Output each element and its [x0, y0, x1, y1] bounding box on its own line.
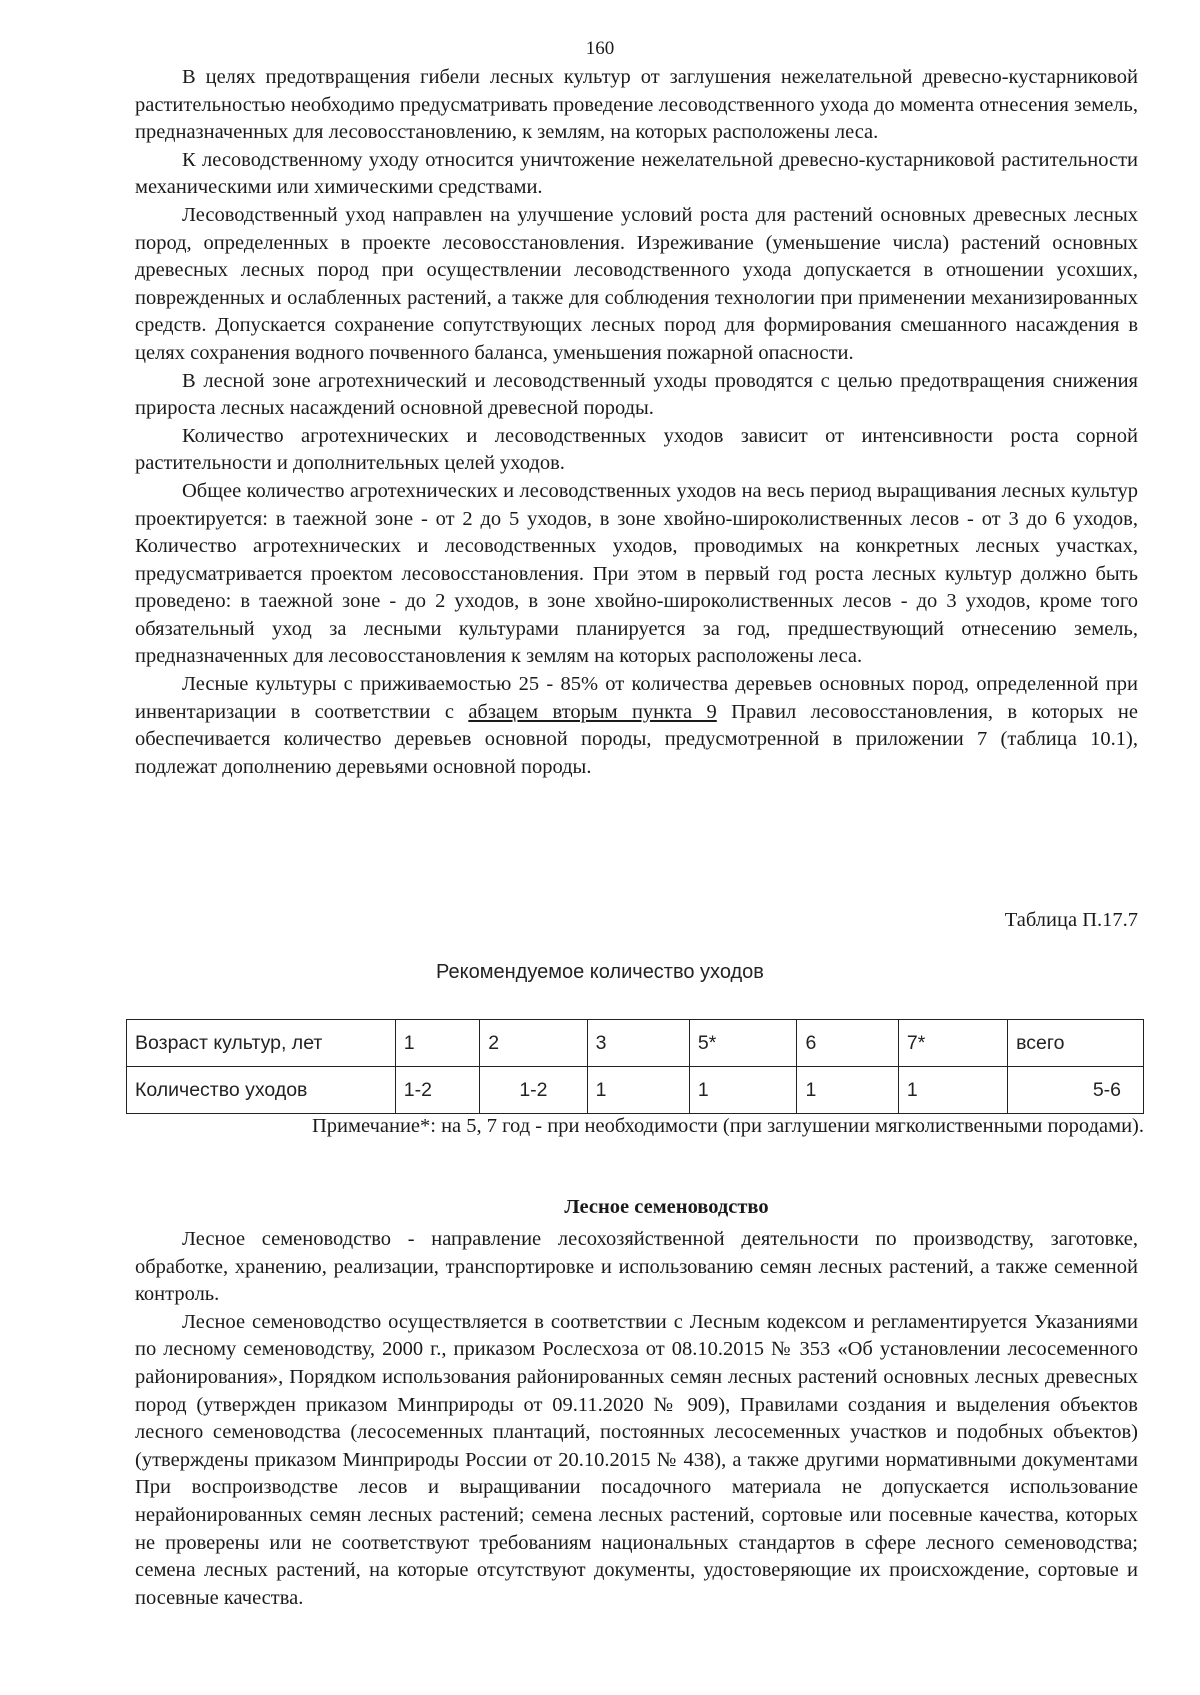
table-cell: 1 [797, 1067, 898, 1114]
table-cell: Количество уходов [127, 1067, 396, 1114]
table-cell: 1 [587, 1067, 689, 1114]
table-cell: 6 [797, 1020, 898, 1067]
table-cell: 5-6 [1008, 1067, 1144, 1114]
table-label: Таблица П.17.7 [1004, 909, 1138, 931]
section-heading: Лесное семеноводство [564, 1196, 769, 1218]
table-cell: 7* [898, 1020, 1007, 1067]
paragraph: Лесоводственный уход направлен на улучшение условий роста для растений основных древесных лесных пород, определенных в проекте лесовосстановления. Изреживание (уменьшение числа) растений основных древесных лесных пород при осуществлении лесоводственного ухода допускается в отношении усохших, поврежденных и ослабленных растений, а также для соблюдения технологии при применении механизированных средств. Допускается сохранение сопутствующих лесных пород для формирования смешанного насаждения в целях сохранения водного почвенного баланса, уменьшения пожарной опасности. [135, 203, 1138, 364]
table-cell: 1 [689, 1067, 797, 1114]
table-row-count [127, 1067, 1144, 1114]
paragraph: К лесоводственному уходу относится уничтожение нежелательной древесно-кустарниковой растительности механическими или химическими средствами. [135, 148, 1138, 199]
survival-text-start: Лесные культуры с приживаемостью 25 - 85% от количества деревьев основных пород, определенной при инвентаризации в соответствии с [135, 673, 1138, 723]
regulation-link[interactable]: абзацем вторым пункта 9 [468, 700, 717, 723]
table-note: Примечание*: на 5, 7 год - при необходимости (при заглушении мягколиственными породами). [311, 1115, 1144, 1137]
table-cell: Возраст культур, лет [127, 1020, 396, 1067]
paragraph: Лесное семеноводство осуществляется в соответствии с Лесным кодексом и регламентируется Указаниями по лесному семеноводству, 2000 г., приказом Рослесхоза от 08.10.2015 № 353 «Об установлении лесосеменного районирования», Порядком использования районированных семян лесных растений основных лесных древесных пород (утвержден приказом Минприроды от 09.11.2020 № 909), Правилами создания и выделения объектов лесного семеноводства (лесосеменных плантаций, постоянных лесосеменных участков и подобных объектов) (утверждены приказом Минприроды России от 20.10.2015 № 438), а также другими нормативными документами При воспроизводстве лесов и выращивании посадочного материала не допускается использование нерайонированных семян лесных растений; семена лесных растений, сортовые или посевные качества, которых не проверены или не соответствуют требованиям национальных стандартов в сфере лесного семеноводства; семена лесных растений, на которые отсутствуют документы, удостоверяющие их происхождение, сортовые и посевные качества. [135, 1310, 1138, 1609]
survival-text-end: Правил лесовосстановления, в которых не обеспечивается количество деревьев основной породы, предусмотренной в приложении 7 (таблица 10.1), подлежат дополнению деревьями основной породы. [135, 700, 1139, 778]
paragraph: В лесной зоне агротехнический и лесоводственный уходы проводятся с целью предотвращения снижения прироста лесных насаждений основной древесной породы. [135, 369, 1138, 420]
paragraph: В целях предотвращения гибели лесных культур от заглушения нежелательной древесно-кустарниковой растительностью необходимо предусматривать проведение лесоводственного ухода до момента отнесения земель, предназначенных для лесовосстановлению, к землям, на которых расположены леса. [135, 66, 1138, 144]
intro-text-block [135, 64, 1138, 781]
table-cell: 3 [587, 1020, 689, 1067]
table-cell: 1 [898, 1067, 1007, 1114]
page-number: 160 [585, 38, 615, 59]
table-cell: 2 [480, 1020, 587, 1067]
table-title: Рекомендуемое количество уходов [436, 961, 764, 983]
table-cell: 1-2 [395, 1067, 479, 1114]
table-cell: 5* [689, 1020, 797, 1067]
table-cell: 1-2 [480, 1067, 587, 1114]
paragraph: Лесное семеноводство - направление лесохозяйственной деятельности по производству, заготовке, обработке, хранению, реализации, транспортировке и использованию семян лесных растений, а также семенной контроль. [135, 1228, 1138, 1306]
table-row-age [127, 1020, 1144, 1067]
table-cell: всего [1008, 1020, 1144, 1067]
care-count-table [126, 1019, 1144, 1114]
table-cell: 1 [395, 1020, 479, 1067]
seed-text-block [135, 1226, 1138, 1612]
survival-paragraph [135, 671, 1138, 781]
paragraph: Количество агротехнических и лесоводственных уходов зависит от интенсивности роста сорной растительности и дополнительных целей уходов. [135, 424, 1138, 475]
paragraph: Общее количество агротехнических и лесоводственных уходов на весь период выращивания лесных культур проектируется: в таежной зоне - от 2 до 5 уходов, в зоне хвойно-широколиственных лесов - от 3 до 6 уходов, Количество агротехнических и лесоводственных уходов, проводимых на конкретных лесных участках, предусматривается проектом лесовосстановления. При этом в первый год роста лесных культур должно быть проведено: в таежной зоне - до 2 уходов, в зоне хвойно-широколиственных лесов - до 3 уходов, кроме того обязательный уход за лесными культурами планируется за год, предшествующий отнесению земель, предназначенных для лесовосстановления к землям на которых расположены леса. [135, 479, 1138, 668]
